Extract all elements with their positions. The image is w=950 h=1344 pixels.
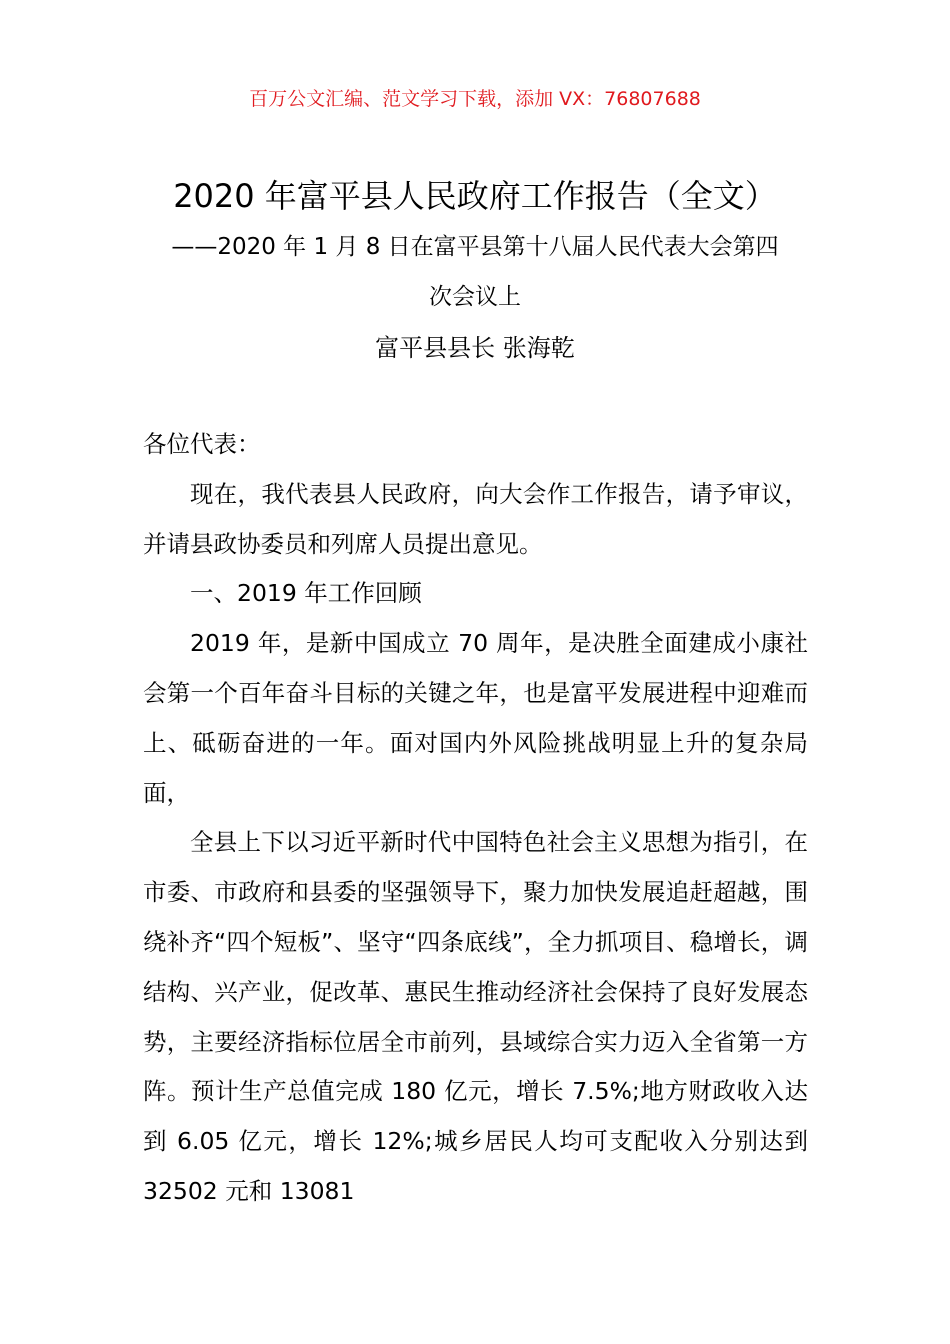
document-body [143,420,808,1217]
section-heading: 一、2019 年工作回顾 [190,579,422,608]
paragraph: 现在，我代表县人民政府，向大会作工作报告，请予审议，并请县政协委员和列席人员提出意见。 [143,479,808,558]
paragraph: 2019 年，是新中国成立 70 周年，是决胜全面建成小康社会第一个百年奋斗目标的关键之年，也是富平发展进程中迎难而上、砥砺奋进的一年。面对国内外风险挑战明显上升的复杂局面， [143,629,808,807]
watermark-banner: 百万公文汇编、范文学习下载，添加 VX：76807688 [249,88,701,110]
paragraph: 全县上下以习近平新时代中国特色社会主义思想为指引，在市委、市政府和县委的坚强领导下，聚力加快发展追赶超越，围绕补齐“四个短板”、坚守“四条底线”，全力抓项目、稳增长，调结构、兴产业，促改革、惠民生推动经济社会保持了良好发展态势，主要经济指标位居全市前列，县域综合实力迈入全省第一方阵。预计生产总值完成 180 亿元，增长 7.5%;地方财政收入达到 6.05 亿元，增长 12%;城乡居民人均可支配收入分别达到 32502 元和 13081 [143,828,808,1205]
document-subtitle-line1: ——2020 年 1 月 8 日在富平县第十八届人民代表大会第四 [171,234,779,260]
document-author: 富平县县长 张海乾 [375,334,575,362]
salutation: 各位代表： [143,430,261,458]
document-subtitle-line2: 次会议上 [429,284,521,310]
document-title: 2020 年富平县人民政府工作报告（全文） [173,177,777,215]
